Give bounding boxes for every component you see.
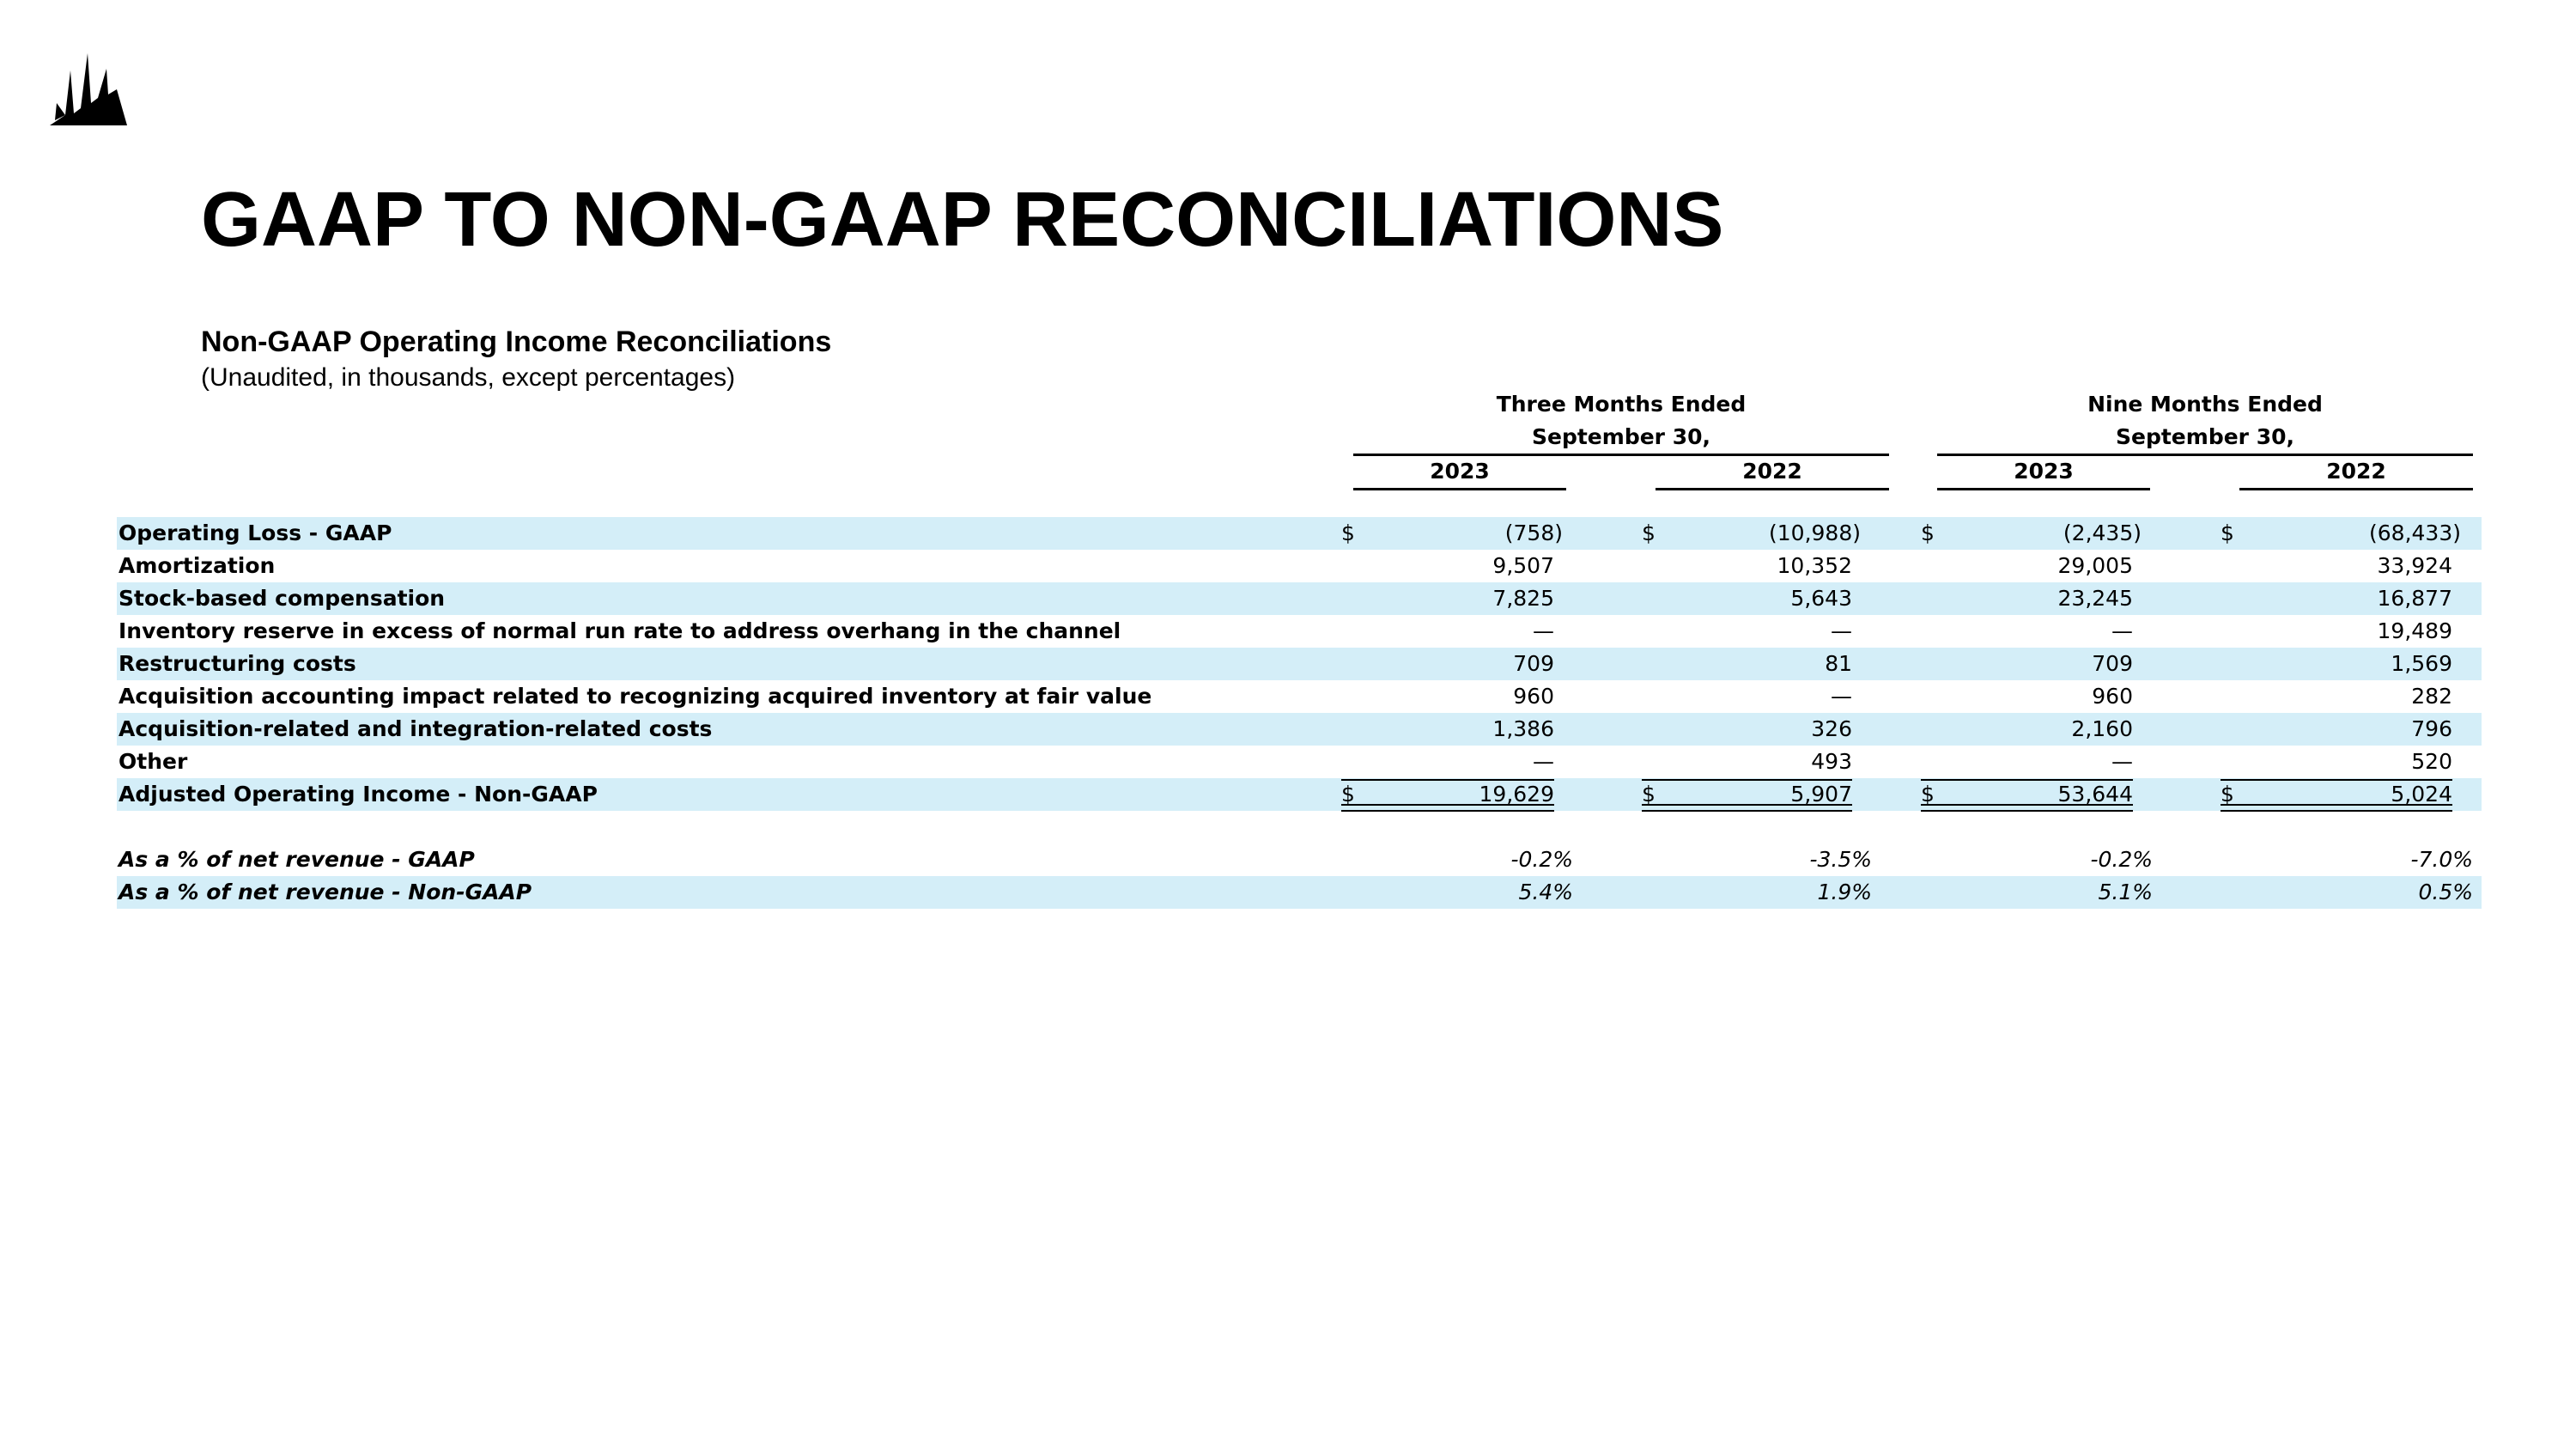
value-cell <box>1642 550 1852 582</box>
cell-value: — <box>1831 618 1852 643</box>
value-cell <box>1642 648 1852 680</box>
table-row <box>117 517 2482 550</box>
currency-symbol: $ <box>1642 521 1656 545</box>
value-cell <box>1921 615 2133 648</box>
table-note: (Unaudited, in thousands, except percentages) <box>201 363 736 392</box>
sails-logo-icon <box>48 46 131 129</box>
value-cell <box>1341 778 1554 811</box>
table-row-percent <box>117 876 2482 909</box>
cell-value: -3.5% <box>1809 847 1872 872</box>
cell-value: 326 <box>1811 716 1852 741</box>
cell-value: -0.2% <box>2090 847 2153 872</box>
currency-symbol: $ <box>1341 782 1355 807</box>
value-cell <box>2221 876 2473 909</box>
value-cell <box>1341 648 1554 680</box>
period-header-line1: Three Months Ended <box>1496 392 1747 417</box>
value-cell <box>1341 582 1554 615</box>
cell-value: — <box>2111 749 2133 774</box>
row-label: Amortization <box>118 553 276 578</box>
period-header-three-months <box>1353 388 1889 421</box>
cell-value: 5.4% <box>1518 880 1573 904</box>
cell-value: (758) <box>1504 521 1563 545</box>
value-cell <box>2221 550 2452 582</box>
value-cell <box>2221 778 2452 811</box>
cell-value: 1,569 <box>2391 651 2452 676</box>
reconciliation-table <box>117 517 2482 909</box>
cell-value: 960 <box>2092 684 2133 709</box>
cell-value: 7,825 <box>1492 586 1554 611</box>
value-cell <box>1921 517 2142 550</box>
cell-value: 2,160 <box>2071 716 2133 741</box>
cell-value: -0.2% <box>1510 847 1573 872</box>
value-cell <box>1642 517 1861 550</box>
table-row <box>117 648 2482 680</box>
cell-value: 33,924 <box>2377 553 2452 578</box>
cell-value: 5,643 <box>1790 586 1852 611</box>
period-header-line2: September 30, <box>2116 424 2294 449</box>
table-row <box>117 615 2482 648</box>
table-spacer <box>117 811 2482 843</box>
value-cell <box>1921 680 2133 713</box>
value-cell <box>2221 680 2452 713</box>
value-cell <box>1341 517 1563 550</box>
value-cell <box>1921 550 2133 582</box>
cell-value: 493 <box>1811 749 1852 774</box>
row-label: Operating Loss - GAAP <box>118 521 392 545</box>
value-cell <box>1642 582 1852 615</box>
cell-value: -7.0% <box>2410 847 2473 872</box>
cell-value: 29,005 <box>2057 553 2133 578</box>
cell-value: 709 <box>2092 651 2133 676</box>
value-cell <box>1642 680 1852 713</box>
table-row <box>117 582 2482 615</box>
cell-value: 1,386 <box>1492 716 1554 741</box>
value-cell <box>1341 615 1554 648</box>
row-label: Acquisition-related and integration-related costs <box>118 716 713 741</box>
row-label: Inventory reserve in excess of normal run rate to address overhang in the channel <box>118 618 1121 643</box>
value-cell <box>1921 843 2153 876</box>
cell-value: 5.1% <box>2098 880 2153 904</box>
value-cell <box>1642 876 1872 909</box>
value-cell <box>1341 843 1573 876</box>
table-row-total <box>117 778 2482 811</box>
period-header-three-months-line2 <box>1353 421 1889 456</box>
cell-value: 5,024 <box>2391 782 2452 807</box>
period-header-nine-months <box>1937 388 2473 421</box>
value-cell <box>1642 615 1852 648</box>
value-cell <box>1642 843 1872 876</box>
cell-value: 0.5% <box>2418 880 2473 904</box>
currency-symbol: $ <box>1921 521 1935 545</box>
row-label: As a % of net revenue - GAAP <box>118 847 475 872</box>
value-cell <box>1341 680 1554 713</box>
row-label: As a % of net revenue - Non-GAAP <box>118 880 532 904</box>
cell-value: — <box>1533 618 1554 643</box>
year-header-1: 2023 <box>1353 455 1566 490</box>
cell-value: 23,245 <box>2057 586 2133 611</box>
cell-value: 53,644 <box>2057 782 2133 807</box>
value-cell <box>1341 713 1554 746</box>
currency-symbol: $ <box>1642 782 1656 807</box>
table-subtitle: Non-GAAP Operating Income Reconciliations <box>201 326 832 358</box>
cell-value: — <box>1831 684 1852 709</box>
table-row <box>117 550 2482 582</box>
value-cell <box>1341 746 1554 778</box>
cell-value: — <box>2111 618 2133 643</box>
table-row <box>117 680 2482 713</box>
cell-value: 1.9% <box>1817 880 1872 904</box>
cell-value: 10,352 <box>1777 553 1852 578</box>
row-label: Other <box>118 749 188 774</box>
cell-value: 960 <box>1513 684 1554 709</box>
value-cell <box>1921 648 2133 680</box>
cell-value: 282 <box>2411 684 2452 709</box>
cell-value: 5,907 <box>1790 782 1852 807</box>
row-label: Adjusted Operating Income - Non-GAAP <box>118 782 598 807</box>
value-cell <box>1921 582 2133 615</box>
cell-value: (2,435) <box>2063 521 2142 545</box>
year-header-3: 2023 <box>1937 455 2150 490</box>
value-cell <box>2221 843 2473 876</box>
cell-value: 9,507 <box>1492 553 1554 578</box>
value-cell <box>1921 746 2133 778</box>
value-cell <box>2221 746 2452 778</box>
cell-value: 16,877 <box>2377 586 2452 611</box>
cell-value: 709 <box>1513 651 1554 676</box>
cell-value: 520 <box>2411 749 2452 774</box>
value-cell <box>2221 648 2452 680</box>
page-title: GAAP TO NON-GAAP RECONCILIATIONS <box>201 177 1724 263</box>
value-cell <box>1921 778 2133 811</box>
cell-value: 796 <box>2411 716 2452 741</box>
year-header-4: 2022 <box>2239 455 2473 490</box>
period-header-nine-months-line2 <box>1937 421 2473 456</box>
value-cell <box>1642 778 1852 811</box>
period-header-line2: September 30, <box>1532 424 1710 449</box>
row-label: Stock-based compensation <box>118 586 446 611</box>
period-header-line1: Nine Months Ended <box>2087 392 2323 417</box>
cell-value: — <box>1533 749 1554 774</box>
row-label: Restructuring costs <box>118 651 356 676</box>
currency-symbol: $ <box>2221 782 2234 807</box>
value-cell <box>2221 713 2452 746</box>
value-cell <box>1921 876 2153 909</box>
table-row <box>117 713 2482 746</box>
currency-symbol: $ <box>1921 782 1935 807</box>
cell-value: 19,489 <box>2377 618 2452 643</box>
currency-symbol: $ <box>2221 521 2234 545</box>
value-cell <box>1642 713 1852 746</box>
value-cell <box>1341 876 1573 909</box>
year-header-2: 2022 <box>1656 455 1889 490</box>
cell-value: (68,433) <box>2369 521 2461 545</box>
currency-symbol: $ <box>1341 521 1355 545</box>
value-cell <box>2221 517 2461 550</box>
value-cell <box>2221 582 2452 615</box>
row-label: Acquisition accounting impact related to recognizing acquired inventory at fair value <box>118 684 1152 709</box>
cell-value: (10,988) <box>1769 521 1861 545</box>
value-cell <box>1921 713 2133 746</box>
cell-value: 81 <box>1825 651 1852 676</box>
table-row <box>117 746 2482 778</box>
cell-value: 19,629 <box>1479 782 1554 807</box>
value-cell <box>1642 746 1852 778</box>
table-row-percent <box>117 843 2482 876</box>
value-cell <box>2221 615 2452 648</box>
value-cell <box>1341 550 1554 582</box>
